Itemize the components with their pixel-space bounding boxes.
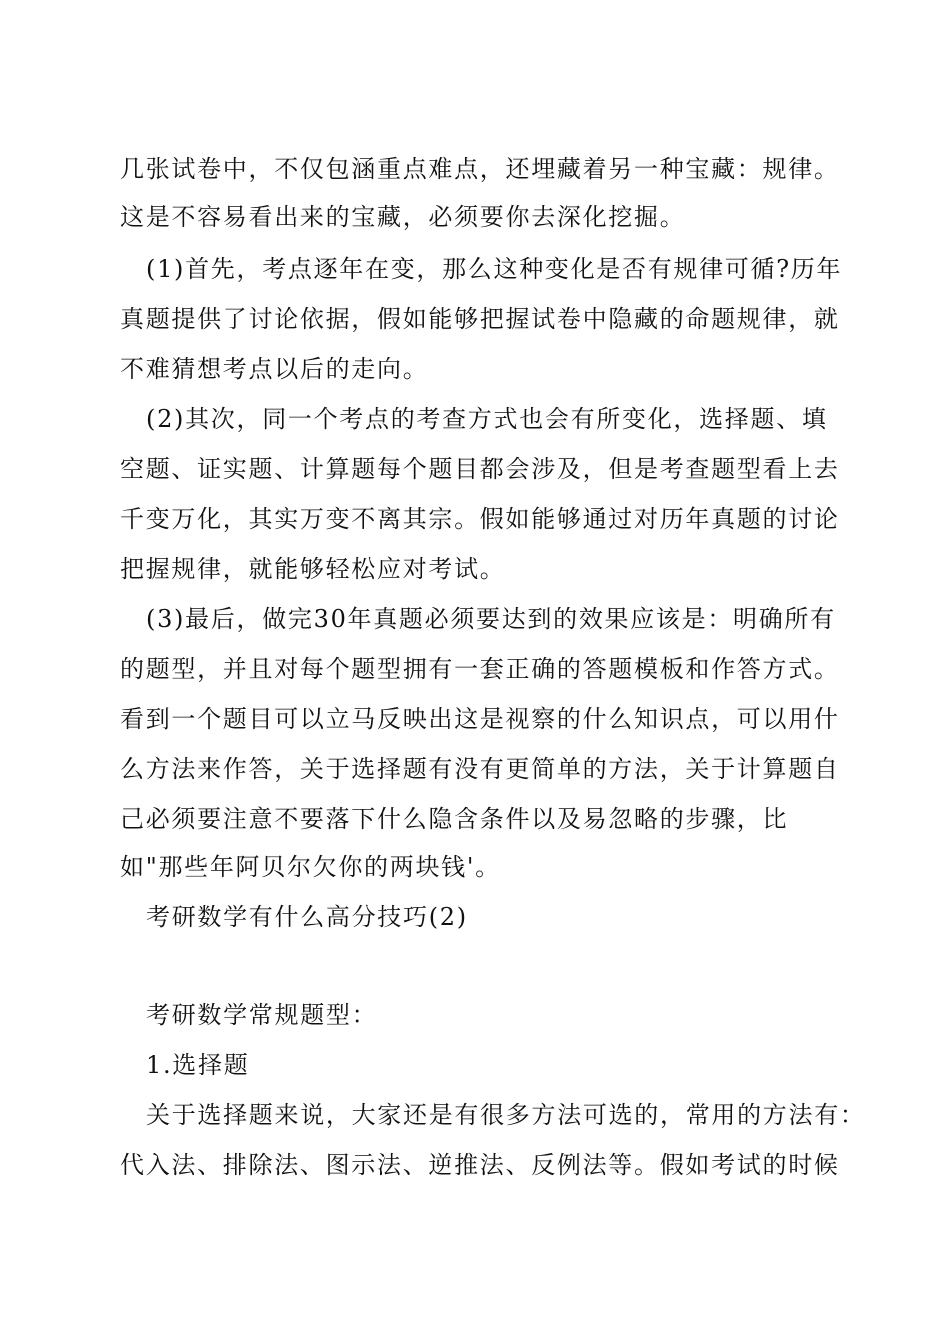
subsection-heading: 考研数学常规题型： [146,1001,378,1029]
list-item-heading: 1.选择题 [146,1051,250,1079]
text-line: 代入法、排除法、图示法、逆推法、反例法等。假如考试的时候 [120,1151,840,1179]
text-line: 不难猜想考点以后的走向。 [120,355,429,383]
text-line: (2)其次，同一个考点的考查方式也会有所变化，选择题、填 [146,405,828,433]
text-line: 空题、证实题、计算题每个题目都会涉及，但是考查题型看上去 [120,455,840,483]
text-line: 这是不容易看出来的宝藏，必须要你去深化挖掘。 [120,203,686,231]
text-line: 己必须要注意不要落下什么隐含条件以及易忽略的步骤，比 [120,805,789,833]
text-line: 的题型，并且对每个题型拥有一套正确的答题模板和作答方式。 [120,655,840,683]
text-line: 关于选择题来说，大家还是有很多方法可选的，常用的方法有： [146,1101,866,1129]
text-line: 如"那些年阿贝尔欠你的两块钱'。 [120,853,501,881]
text-line: 千变万化，其实万变不离其宗。假如能够通过对历年真题的讨论 [120,505,840,533]
text-line: 几张试卷中，不仅包涵重点难点，还埋藏着另一种宝藏：规律。 [120,155,840,183]
text-line: 把握规律，就能够轻松应对考试。 [120,555,506,583]
section-heading: 考研数学有什么高分技巧(2) [146,903,468,931]
text-line: 真题提供了讨论依据，假如能够把握试卷中隐藏的命题规律，就 [120,305,840,333]
text-line: (1)首先，考点逐年在变，那么这种变化是否有规律可循?历年 [146,255,843,283]
text-line: 看到一个题目可以立马反映出这是视察的什么知识点，可以用什 [120,705,840,733]
text-line: 么方法来作答，关于选择题有没有更简单的方法，关于计算题自 [120,755,840,783]
text-line: (3)最后，做完30年真题必须要达到的效果应该是：明确所有 [146,605,836,633]
